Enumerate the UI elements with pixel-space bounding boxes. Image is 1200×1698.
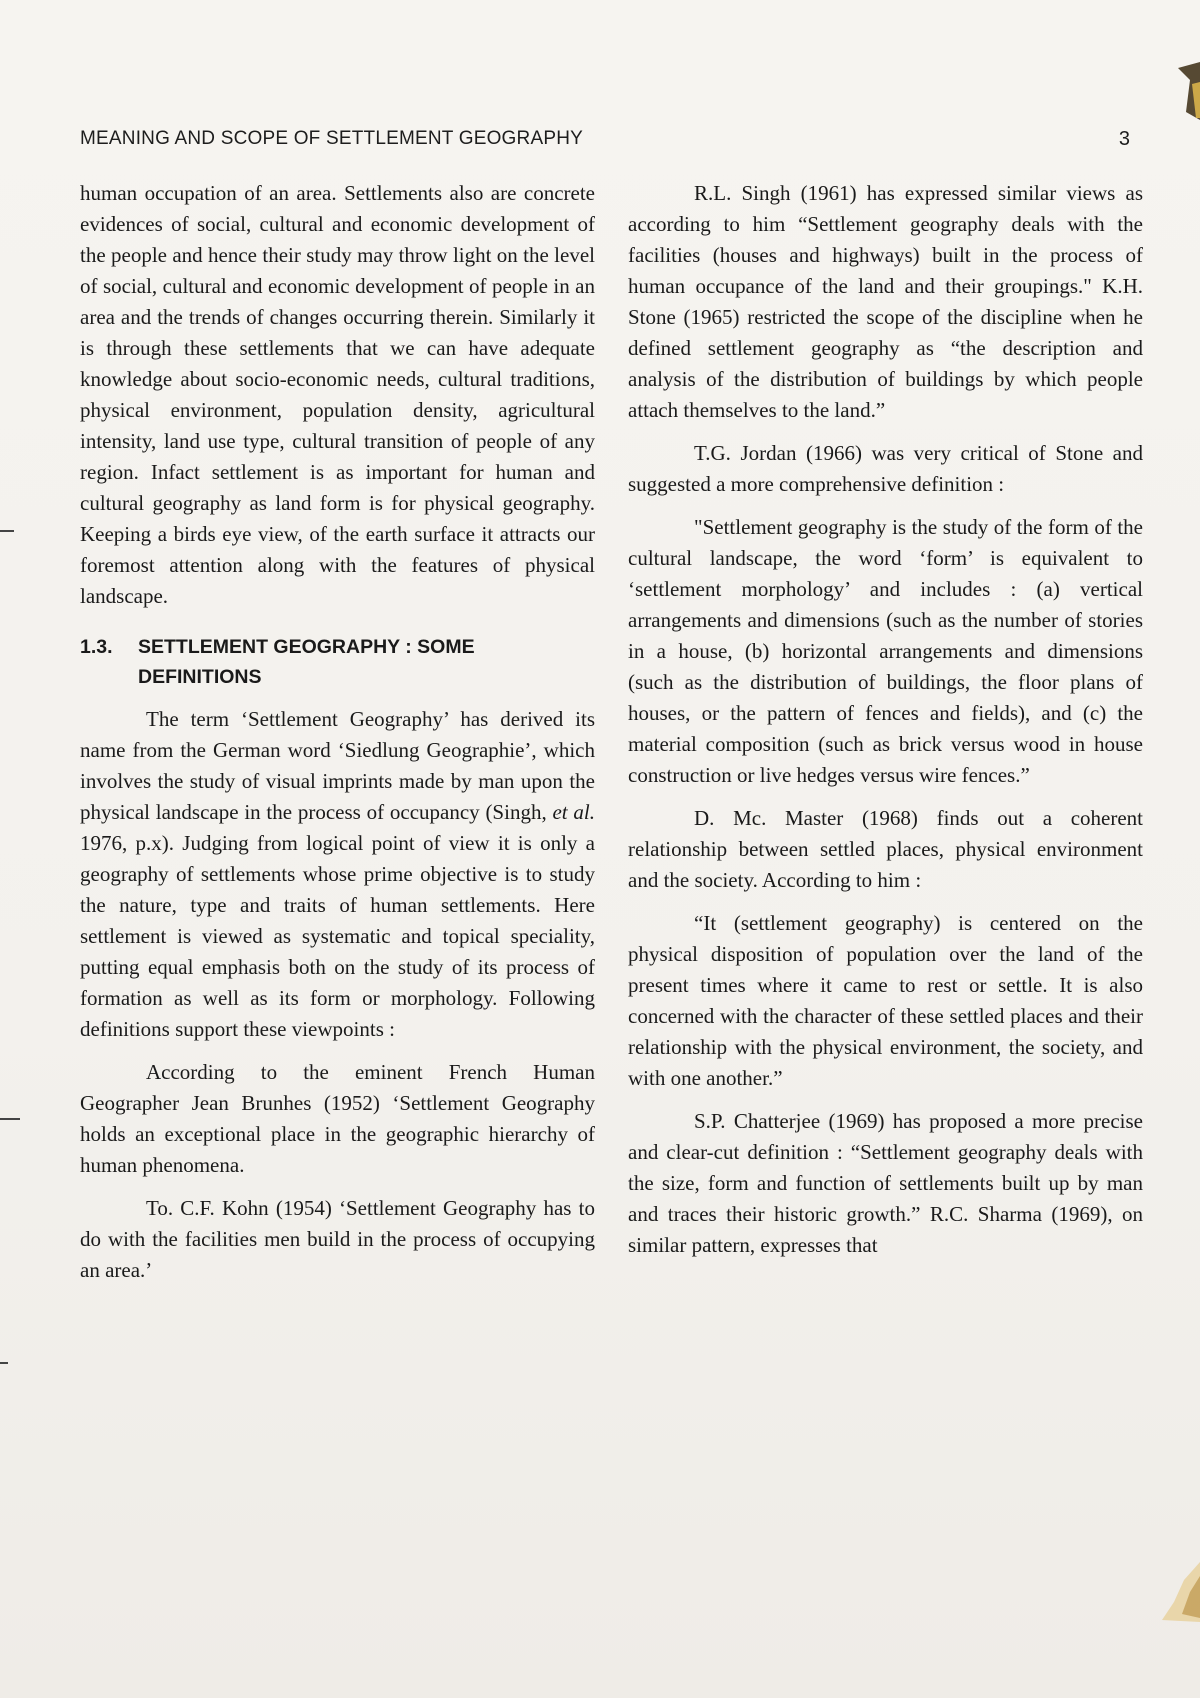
edge-mark	[0, 530, 14, 532]
paragraph: According to the eminent French Human Geographer Jean Brunhes (1952) ‘Settlement Geography holds an exceptional place in the geographic hierarchy of human phenomena.	[80, 1060, 595, 1177]
tape-mark-decoration	[1172, 62, 1200, 122]
paragraph: D. Mc. Master (1968) finds out a coherent relationship between settled places, physical environment and the society. According to him :	[628, 806, 1143, 892]
running-head: MEANING AND SCOPE OF SETTLEMENT GEOGRAPHY	[80, 128, 583, 149]
paragraph: R.L. Singh (1961) has expressed similar views as according to him “Settlement geography deals with the facilities (houses and highways) built in the process of human occupance of the land and their groupings." K.H. Stone (1965) restricted the scope of the discipline when he defined settlement geography as “the description and analysis of the distribution of buildings by which people attach themselves to the land.”	[628, 181, 1143, 422]
right-column	[628, 178, 1143, 1273]
paragraph-text: 1976, p.x). Judging from logical point of view it is only a geography of settlements whose prime objective is to study the nature, type and traits of human settlements. Here settlement is viewed as systematic and topical speciality, putting equal emphasis both on the study of its process of formation as well as its form or morphology. Following definitions support these viewpoints :	[80, 831, 595, 1041]
section-title: SETTLEMENT GEOGRAPHY : SOME DEFINITIONS	[138, 636, 475, 688]
paragraph: T.G. Jordan (1966) was very critical of Stone and suggested a more comprehensive definition :	[628, 441, 1143, 496]
paragraph: S.P. Chatterjee (1969) has proposed a more precise and clear-cut definition : “Settlement geography deals with the size, form and function of settlements built up by man and traces their historic growth.” R.C. Sharma (1969), on similar pattern, expresses that	[628, 1109, 1143, 1257]
quote-paragraph: “It (settlement geography) is centered on the physical disposition of population over the land of the present times where it came to rest or settle. It is also concerned with the character of these settled places and their relationship with the physical environment, the society, and with one another.”	[628, 911, 1143, 1090]
paragraph	[80, 704, 595, 1045]
section-heading	[80, 632, 595, 692]
page-number: 3	[1118, 128, 1130, 150]
paragraph: human occupation of an area. Settlements also are concrete evidences of social, cultural and economic development of the people and hence their study may throw light on the level of social, cultural and economic development of people in an area and the trends of changes occurring therein. Similarly it is through these settlements that we can have adequate knowledge about socio-economic needs, cultural traditions, physical environment, population density, agricultural intensity, land use type, cultural transition of people of any region. Infact settlement is as important for human and cultural geography as land form is for physical geography. Keeping a birds eye view, of the earth surface it attracts our foremost attention along with the features of physical landscape.	[80, 181, 595, 608]
paragraph-text: The term ‘Settlement Geography’ has derived its name from the German word ‘Siedlung Geographie’, which involves the study of visual imprints made by man upon the physical landscape in the process of occupancy (Singh,	[80, 707, 595, 824]
italic-text: et al.	[552, 800, 595, 824]
corner-stain-decoration	[1154, 1562, 1200, 1622]
left-column	[80, 178, 595, 1298]
running-header	[80, 128, 1130, 162]
quote-paragraph: "Settlement geography is the study of the form of the cultural landscape, the word ‘form’ is equivalent to ‘settlement morphology’ and includes : (a) vertical arrangements and dimensions (such as the number of stories in a house, (b) horizontal arrangements and dimensions (such as the distribution of buildings, the floor plans of houses, or the pattern of fences and fields), and (c) the material composition (such as brick versus wood in house construction or live hedges versus wire fences.”	[628, 515, 1143, 787]
section-number: 1.3.	[80, 636, 113, 658]
paragraph: To. C.F. Kohn (1954) ‘Settlement Geography has to do with the facilities men build in the process of occupying an area.’	[80, 1196, 595, 1282]
edge-mark	[0, 1362, 8, 1364]
edge-mark	[0, 1118, 20, 1120]
